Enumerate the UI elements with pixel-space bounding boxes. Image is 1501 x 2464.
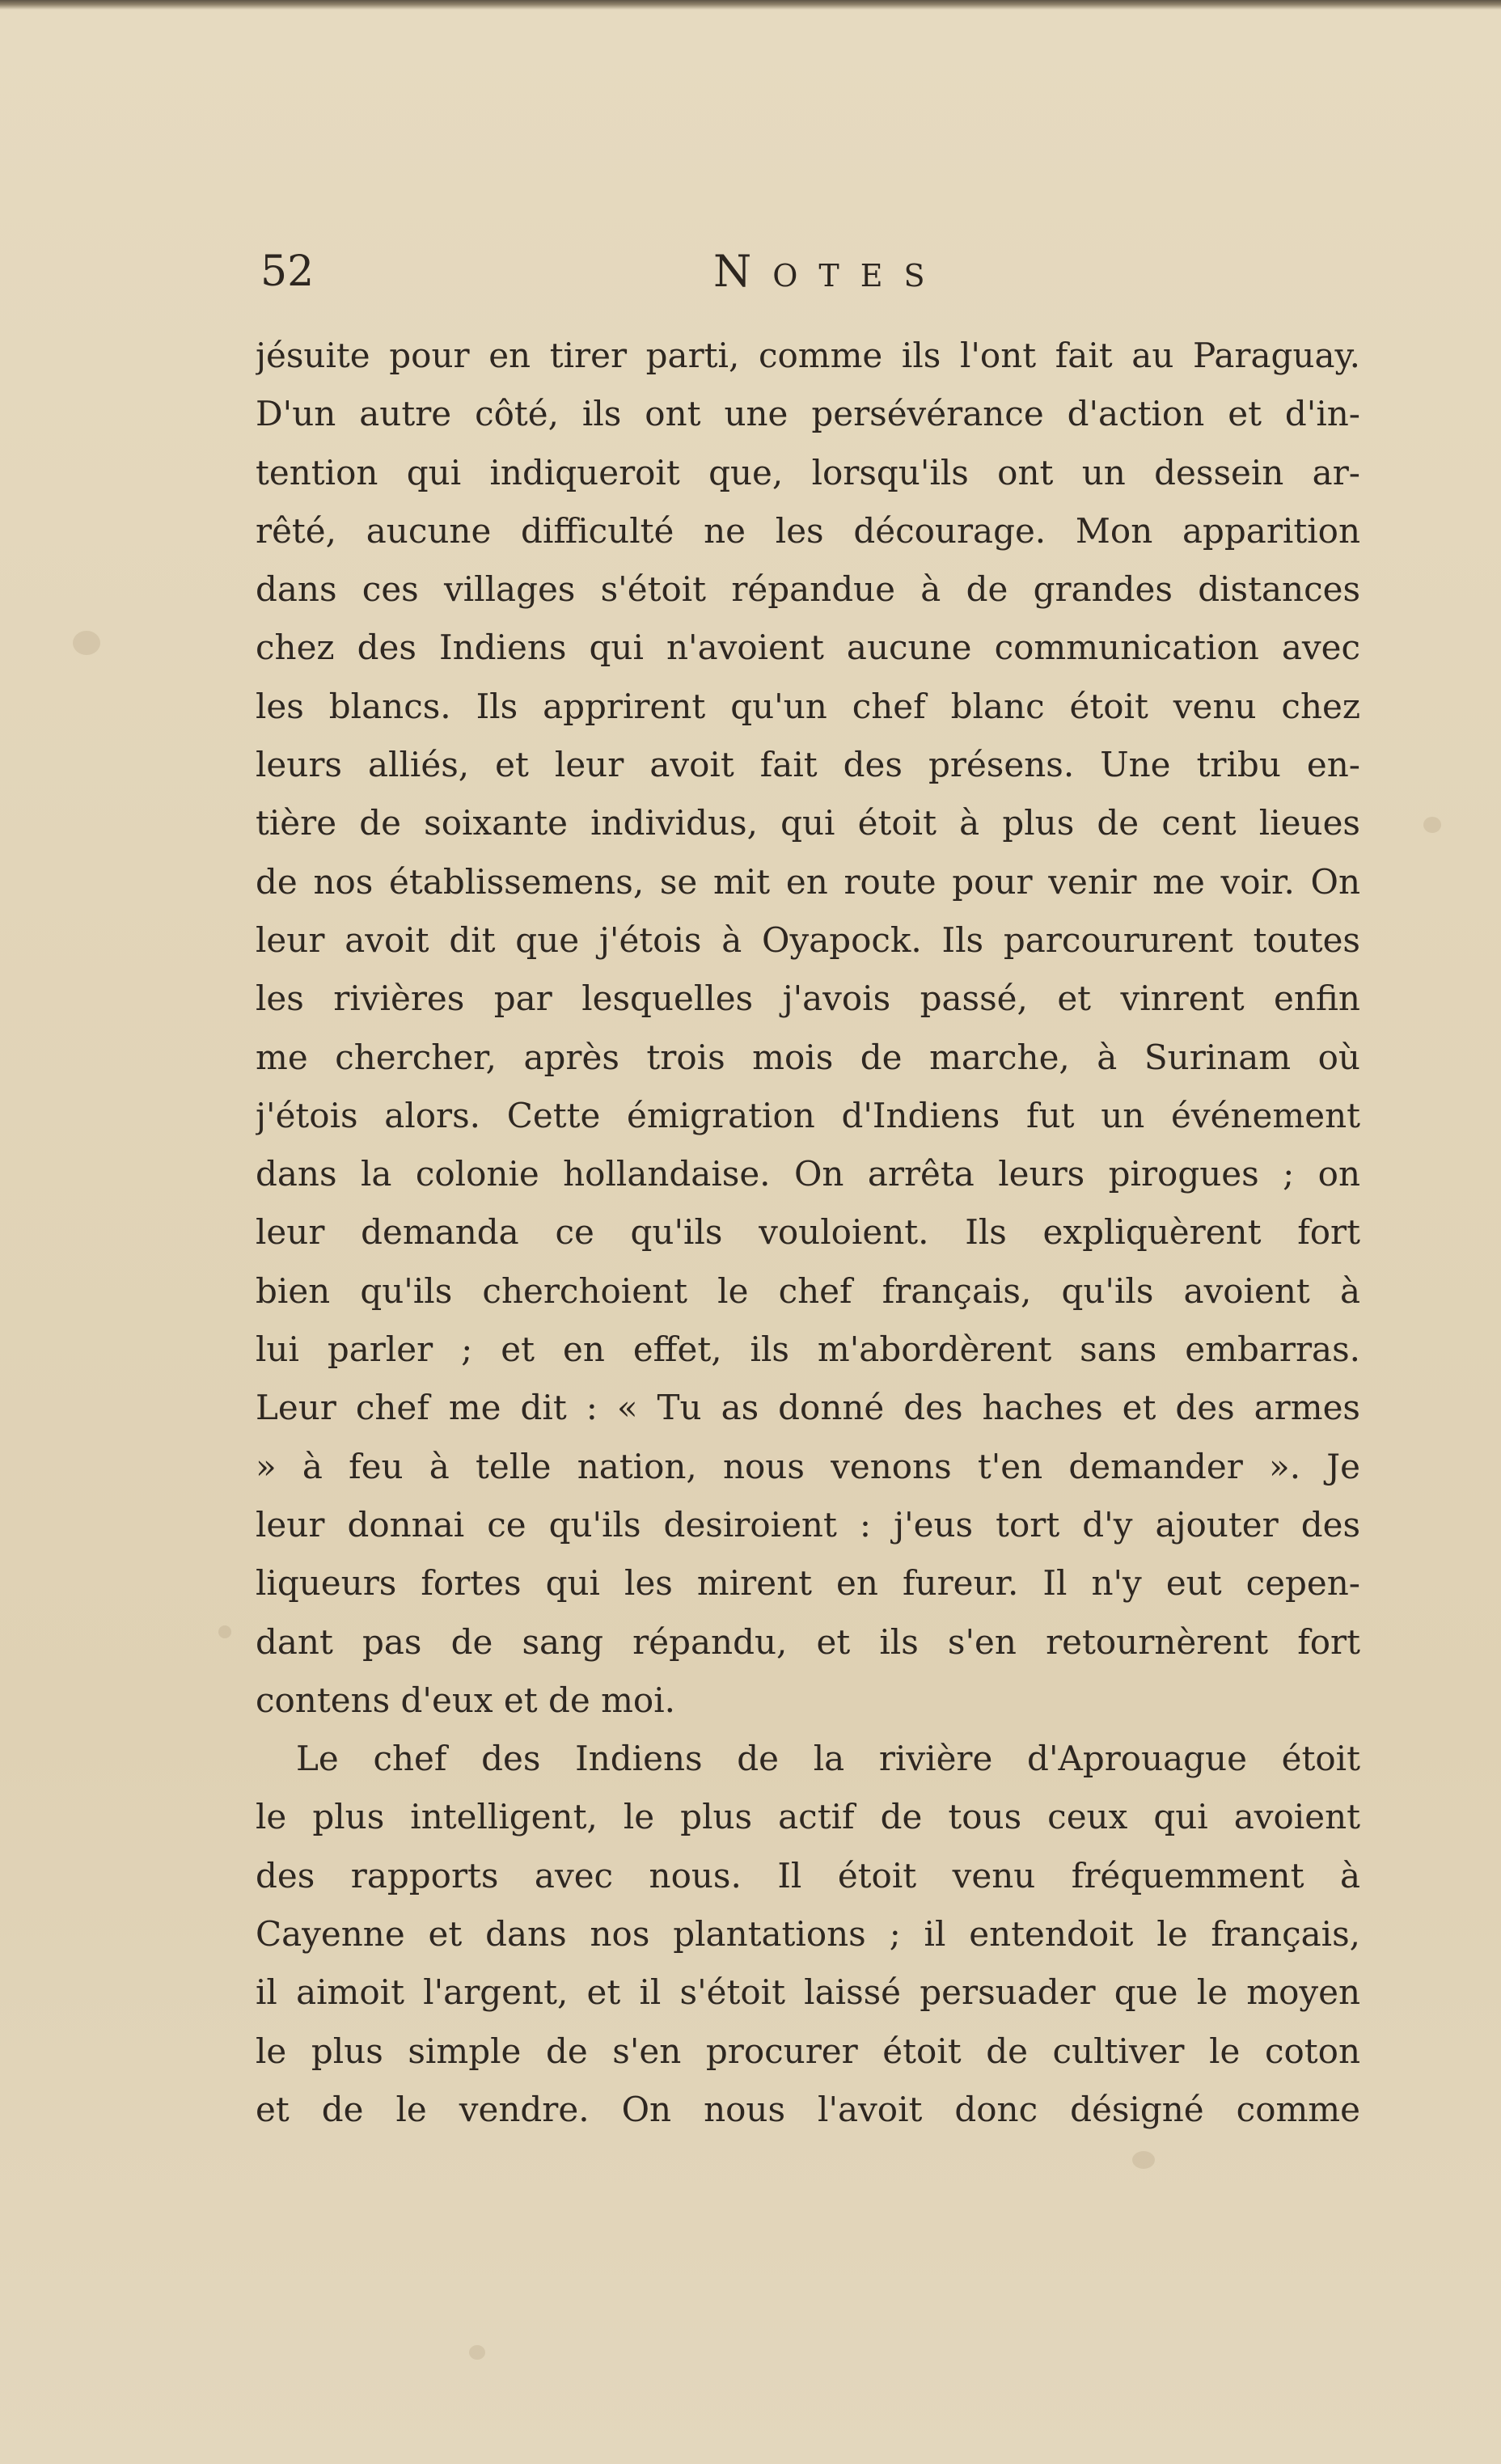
page-number: 52	[260, 247, 315, 296]
text-line: D'un autre côté, ils ont une persévérance d'action et d'in-	[256, 394, 1360, 434]
text-line: chez des Indiens qui n'avoient aucune communication avec	[256, 628, 1360, 668]
running-title: Notes	[713, 246, 946, 297]
page-header	[260, 243, 1368, 307]
text-line: de nos établissemens, se mit en route pour venir me voir. On	[256, 861, 1360, 902]
text-line: et de le vendre. On nous l'avoit donc désigné comme	[256, 2089, 1360, 2129]
text-line: leur donnai ce qu'ils desiroient : j'eus tort d'y ajouter des	[256, 1504, 1360, 1545]
text-line: contens d'eux et de moi.	[256, 1680, 675, 1720]
text-line: il aimoit l'argent, et il s'étoit laissé persuader que le moyen	[256, 1972, 1360, 2013]
text-line: Leur chef me dit : « Tu as donné des haches et des armes	[256, 1388, 1360, 1428]
text-line: Cayenne et dans nos plantations ; il entendoit le français,	[256, 1914, 1360, 1955]
body-text	[256, 327, 1360, 2139]
text-line: le plus simple de s'en procurer étoit de cultiver le coton	[256, 2031, 1360, 2071]
text-line: les rivières par lesquelles j'avois passé, et vinrent enfin	[256, 978, 1360, 1019]
text-line: leur demanda ce qu'ils vouloient. Ils expliquèrent fort	[256, 1212, 1360, 1253]
text-line: Le chef des Indiens de la rivière d'Aprouague étoit	[296, 1739, 1360, 1779]
text-line: leurs alliés, et leur avoit fait des présens. Une tribu en-	[256, 745, 1360, 785]
text-line: les blancs. Ils apprirent qu'un chef blanc étoit venu chez	[256, 686, 1360, 726]
text-line: liqueurs fortes qui les mirent en fureur. Il n'y eut cepen-	[256, 1563, 1360, 1604]
text-line: bien qu'ils cherchoient le chef français, qu'ils avoient à	[256, 1270, 1360, 1311]
text-line: rêté, aucune difficulté ne les décourage. Mon apparition	[256, 510, 1360, 551]
page-top-edge	[0, 0, 1501, 10]
text-line: jésuite pour en tirer parti, comme ils l'ont fait au Paraguay.	[256, 336, 1360, 375]
paragraph-2	[256, 1730, 1360, 2139]
paper-foxing-spot	[1132, 2151, 1155, 2169]
text-line: dans ces villages s'étoit répandue à de grandes distances	[256, 569, 1360, 610]
text-line: me chercher, après trois mois de marche, à Surinam où	[256, 1037, 1360, 1077]
text-line: tière de soixante individus, qui étoit à plus de cent lieues	[256, 803, 1360, 843]
paper-foxing-spot	[73, 631, 100, 655]
text-line: dans la colonie hollandaise. On arrêta leurs pirogues ; on	[256, 1154, 1360, 1194]
text-line: » à feu à telle nation, nous venons t'en demander ». Je	[256, 1446, 1360, 1486]
text-line: des rapports avec nous. Il étoit venu fréquemment à	[256, 1855, 1360, 1896]
text-line: tention qui indiqueroit que, lorsqu'ils ont un dessein ar-	[256, 452, 1360, 492]
text-line: lui parler ; et en effet, ils m'abordèrent sans embarras.	[256, 1329, 1360, 1370]
paper-foxing-spot	[218, 1625, 231, 1638]
paragraph-1	[256, 327, 1360, 1730]
text-line: leur avoit dit que j'étois à Oyapock. Ils parcoururent toutes	[256, 919, 1360, 960]
paper-foxing-spot	[469, 2345, 485, 2360]
text-line: dant pas de sang répandu, et ils s'en retournèrent fort	[256, 1621, 1360, 1662]
paper-foxing-spot	[1423, 817, 1441, 833]
text-line: j'étois alors. Cette émigration d'Indiens fut un événement	[256, 1095, 1360, 1135]
text-line: le plus intelligent, le plus actif de tous ceux qui avoient	[256, 1797, 1360, 1837]
